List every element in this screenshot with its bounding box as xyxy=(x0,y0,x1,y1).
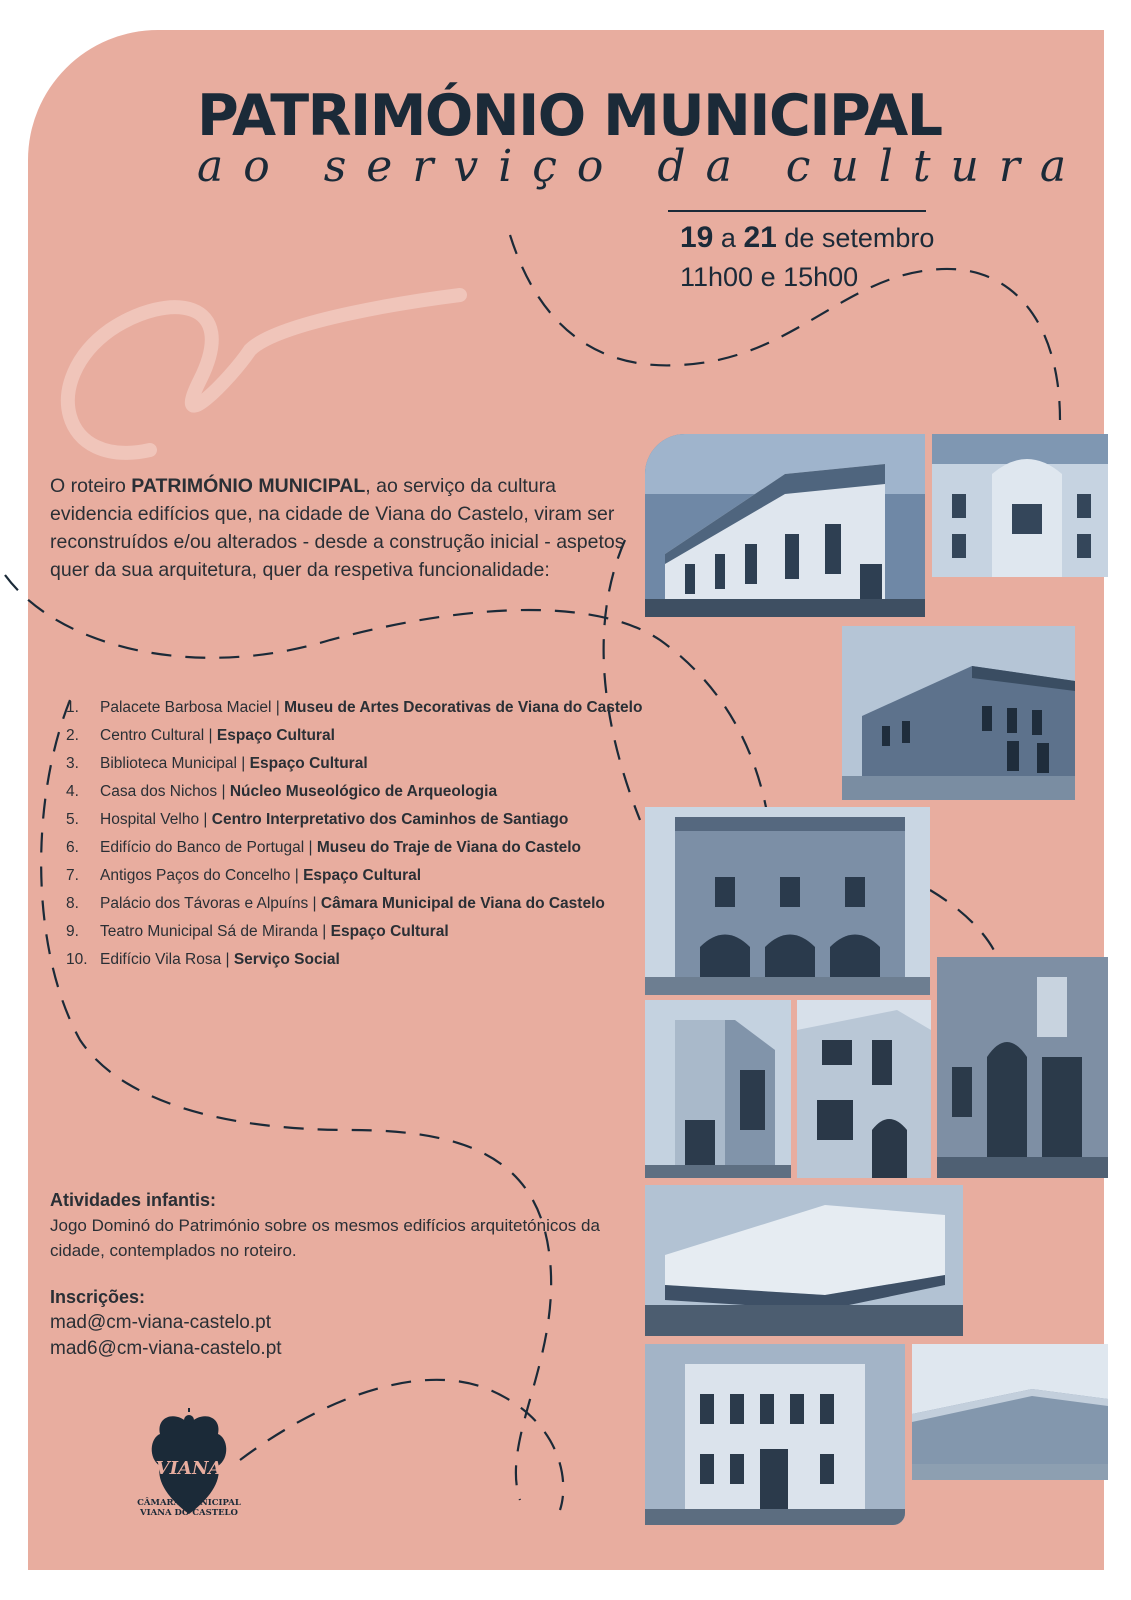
list-item-number: 10. xyxy=(66,951,88,968)
kids-activities-title: Atividades infantis: xyxy=(50,1190,217,1210)
list-item-number: 5. xyxy=(66,811,79,828)
date-to: 21 xyxy=(743,221,777,254)
poster-subtitle: ao serviço da cultura xyxy=(197,141,1087,192)
list-item-number: 2. xyxy=(66,727,79,744)
list-item-name: Centro Cultural | xyxy=(100,727,213,744)
kids-activities-text: Jogo Dominó do Património sobre os mesmos edifícios arquitetónicos da cidade, contemplados no roteiro. xyxy=(50,1216,600,1260)
list-item-use: Centro Interpretativo dos Caminhos de Santiago xyxy=(211,811,569,828)
photo-centro-cultural xyxy=(932,434,1108,577)
intro-highlight: PATRIMÓNIO MUNICIPAL xyxy=(131,475,366,497)
signup-email-1[interactable]: mad@cm-viana-castelo.pt xyxy=(50,1312,271,1333)
logo-line-2: VIANA DO CASTELO xyxy=(140,1508,238,1518)
list-item-name: Palacete Barbosa Maciel | xyxy=(100,699,280,716)
list-item xyxy=(66,946,642,974)
event-dates xyxy=(680,218,934,295)
signup-email-2[interactable]: mad6@cm-viana-castelo.pt xyxy=(50,1338,282,1359)
list-item-name: Teatro Municipal Sá de Miranda | xyxy=(100,923,327,940)
list-item xyxy=(66,694,642,722)
list-item-use: Espaço Cultural xyxy=(216,727,335,744)
list-item xyxy=(66,862,642,890)
photo-hospital-velho xyxy=(797,1000,931,1178)
logo-caption xyxy=(124,1498,254,1518)
intro-paragraph xyxy=(50,472,625,584)
list-item xyxy=(66,722,642,750)
list-item-number: 6. xyxy=(66,839,79,856)
buildings-list xyxy=(66,694,642,974)
list-item xyxy=(66,890,642,918)
list-item-name: Palácio dos Távoras e Alpuíns | xyxy=(100,895,317,912)
list-item-number: 4. xyxy=(66,783,79,800)
list-item xyxy=(66,918,642,946)
list-item-number: 9. xyxy=(66,923,79,940)
kids-activities xyxy=(50,1188,610,1263)
list-item-name: Casa dos Nichos | xyxy=(100,783,226,800)
photo-casa-dos-nichos xyxy=(937,957,1108,1178)
logo-line-1: CÂMARA MUNICIPAL xyxy=(137,1498,241,1508)
list-item xyxy=(66,806,642,834)
list-item-use: Espaço Cultural xyxy=(330,923,449,940)
list-item-number: 7. xyxy=(66,867,79,884)
list-item-use: Espaço Cultural xyxy=(249,755,368,772)
list-item-name: Biblioteca Municipal | xyxy=(100,755,246,772)
list-item-number: 8. xyxy=(66,895,79,912)
photo-antigos-pacos-do-concelho xyxy=(645,807,930,995)
date-month: de setembro xyxy=(784,223,935,253)
list-item-number: 3. xyxy=(66,755,79,772)
list-item xyxy=(66,778,642,806)
list-item-use: Núcleo Museológico de Arqueologia xyxy=(229,783,498,800)
photo-edificio-vila-rosa xyxy=(912,1344,1108,1480)
date-connector: a xyxy=(720,223,736,253)
list-item-name: Hospital Velho | xyxy=(100,811,208,828)
list-item-name: Antigos Paços do Concelho | xyxy=(100,867,299,884)
intro-rest: , ao serviço da cultura evidencia edifícios que, na cidade de Viana do Castelo, viram ser reconstruídos e/ou alterados - desde a construção inicial - aspetos quer da sua arquitetura, quer da respetiva funcionalidade: xyxy=(50,475,625,581)
signup-section xyxy=(50,1284,610,1362)
list-item-name: Edifício Vila Rosa | xyxy=(100,951,230,968)
photo-biblioteca-municipal xyxy=(842,626,1075,800)
list-item xyxy=(66,750,642,778)
date-range xyxy=(680,218,934,259)
photo-palacete-barbosa-maciel xyxy=(645,434,925,617)
poster-title: PATRIMÓNIO MUNICIPAL xyxy=(197,83,942,149)
list-item xyxy=(66,834,642,862)
list-item-use: Museu do Traje de Viana do Castelo xyxy=(316,839,582,856)
photo-teatro-municipal-sa-de-miranda xyxy=(645,1185,963,1336)
list-item-name: Edifício do Banco de Portugal | xyxy=(100,839,313,856)
list-item-number: 1. xyxy=(66,699,79,716)
list-item-use: Museu de Artes Decorativas de Viana do Castelo xyxy=(284,699,643,716)
photo-palacio-dos-tavoras xyxy=(645,1344,905,1525)
event-times: 11h00 e 15h00 xyxy=(680,261,859,292)
list-item-use: Câmara Municipal de Viana do Castelo xyxy=(320,895,605,912)
photo-edificio-banco-de-portugal xyxy=(645,1000,791,1178)
title-divider xyxy=(668,210,926,212)
date-from: 19 xyxy=(680,221,714,254)
list-item-use: Serviço Social xyxy=(233,951,340,968)
logo-mark-text: VIANA xyxy=(155,1458,223,1479)
signup-title: Inscrições: xyxy=(50,1287,146,1307)
list-item-use: Espaço Cultural xyxy=(303,867,422,884)
intro-lead: O roteiro xyxy=(50,475,126,497)
